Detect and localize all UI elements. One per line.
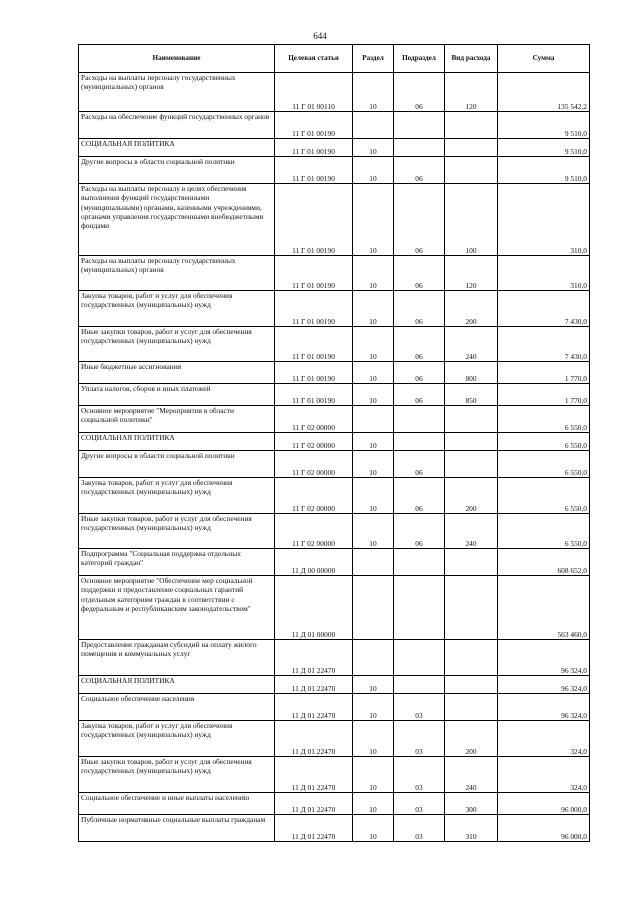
cell-subsection — [394, 640, 445, 676]
cell-name: Расходы на выплаты персоналу государственных (муниципальных) органов — [79, 256, 275, 291]
cell-code: 11 Д 00 00000 — [275, 549, 353, 576]
cell-name: СОЦИАЛЬНАЯ ПОЛИТИКА — [79, 139, 275, 157]
cell-type — [445, 640, 498, 676]
cell-subsection — [394, 112, 445, 139]
table-row — [79, 694, 590, 721]
cell-subsection: 03 — [394, 721, 445, 757]
cell-subsection: 06 — [394, 327, 445, 362]
cell-section: 10 — [353, 256, 394, 291]
cell-type — [445, 676, 498, 694]
cell-type: 850 — [445, 384, 498, 406]
table-row — [79, 576, 590, 640]
table-header-row — [79, 45, 590, 73]
cell-amount: 96 324,0 — [498, 694, 590, 721]
cell-code: 11 Г 01 00190 — [275, 139, 353, 157]
cell-amount: 7 430,0 — [498, 291, 590, 327]
cell-amount: 96 000,0 — [498, 793, 590, 815]
table-row — [79, 514, 590, 549]
cell-name: Расходы на выплаты персоналу государственных (муниципальных) органов — [79, 73, 275, 112]
table-row — [79, 433, 590, 451]
cell-subsection: 03 — [394, 815, 445, 842]
header-name: Наименование — [79, 45, 275, 73]
cell-code: 11 Г 02 00000 — [275, 433, 353, 451]
cell-type — [445, 406, 498, 433]
cell-section: 10 — [353, 478, 394, 514]
cell-code: 11 Г 01 00190 — [275, 157, 353, 184]
cell-code: 11 Г 01 00190 — [275, 256, 353, 291]
cell-section: 10 — [353, 694, 394, 721]
cell-type: 240 — [445, 757, 498, 793]
cell-subsection: 06 — [394, 256, 445, 291]
cell-type: 240 — [445, 327, 498, 362]
cell-code: 11 Д 01 22470 — [275, 757, 353, 793]
cell-name: Другие вопросы в области социальной политики — [79, 157, 275, 184]
table-row — [79, 451, 590, 478]
cell-name: Расходы на обеспечение функций государственных органов — [79, 112, 275, 139]
cell-subsection: 06 — [394, 73, 445, 112]
table-row — [79, 327, 590, 362]
cell-name: Закупка товаров, работ и услуг для обеспечения государственных (муниципальных) нужд — [79, 291, 275, 327]
cell-subsection: 06 — [394, 478, 445, 514]
cell-section — [353, 640, 394, 676]
cell-name: Социальное обеспечение населения — [79, 694, 275, 721]
cell-name: Закупка товаров, работ и услуг для обеспечения государственных (муниципальных) нужд — [79, 478, 275, 514]
cell-type — [445, 433, 498, 451]
cell-section: 10 — [353, 757, 394, 793]
cell-type: 100 — [445, 184, 498, 256]
cell-name: Уплата налогов, сборов и иных платежей — [79, 384, 275, 406]
header-type: Вид расхода — [445, 45, 498, 73]
cell-amount: 6 550,0 — [498, 514, 590, 549]
cell-code: 11 Г 01 00190 — [275, 291, 353, 327]
cell-name: Основное мероприятие "Мероприятия в области социальной политики" — [79, 406, 275, 433]
cell-code: 11 Г 01 00190 — [275, 327, 353, 362]
cell-code: 11 Д 01 22470 — [275, 694, 353, 721]
cell-section: 10 — [353, 721, 394, 757]
cell-type: 240 — [445, 514, 498, 549]
cell-name: Предоставление гражданам субсидий на оплату жилого помещения и коммунальных услуг — [79, 640, 275, 676]
cell-amount: 9 510,0 — [498, 157, 590, 184]
cell-section — [353, 576, 394, 640]
cell-subsection: 06 — [394, 291, 445, 327]
table-row — [79, 157, 590, 184]
cell-section: 10 — [353, 73, 394, 112]
cell-amount: 7 430,0 — [498, 327, 590, 362]
cell-type — [445, 694, 498, 721]
cell-code: 11 Д 01 22470 — [275, 793, 353, 815]
cell-name: Подпрограмма "Социальная поддержка отдельных категорий граждан" — [79, 549, 275, 576]
cell-section: 10 — [353, 384, 394, 406]
cell-subsection: 06 — [394, 184, 445, 256]
table-row — [79, 291, 590, 327]
table-row — [79, 815, 590, 842]
table-row — [79, 406, 590, 433]
cell-amount: 96 324,0 — [498, 676, 590, 694]
table-row — [79, 256, 590, 291]
cell-name: Иные закупки товаров, работ и услуг для обеспечения государственных (муниципальных) нужд — [79, 757, 275, 793]
cell-type — [445, 576, 498, 640]
cell-type — [445, 139, 498, 157]
cell-section: 10 — [353, 184, 394, 256]
cell-code: 11 Г 02 00000 — [275, 451, 353, 478]
table-row — [79, 640, 590, 676]
cell-type — [445, 112, 498, 139]
cell-type — [445, 451, 498, 478]
table-row — [79, 549, 590, 576]
cell-section: 10 — [353, 291, 394, 327]
cell-name: Социальное обеспечение и иные выплаты населению — [79, 793, 275, 815]
cell-section: 10 — [353, 139, 394, 157]
cell-section: 10 — [353, 433, 394, 451]
cell-amount: 96 000,0 — [498, 815, 590, 842]
cell-name: Основное мероприятие "Обеспечение мер социальной поддержки и предоставление социальных гарантий отдельным категориям граждан в соответствии с федеральным и республиканским законодательством" — [79, 576, 275, 640]
header-subsection: Подраздел — [394, 45, 445, 73]
cell-amount: 9 510,0 — [498, 112, 590, 139]
cell-section: 10 — [353, 327, 394, 362]
cell-subsection — [394, 139, 445, 157]
cell-amount: 6 550,0 — [498, 478, 590, 514]
cell-amount: 9 510,0 — [498, 139, 590, 157]
cell-amount: 96 324,0 — [498, 640, 590, 676]
cell-section: 10 — [353, 815, 394, 842]
table-row — [79, 384, 590, 406]
cell-amount: 6 550,0 — [498, 451, 590, 478]
cell-subsection: 06 — [394, 514, 445, 549]
cell-section — [353, 112, 394, 139]
cell-section: 10 — [353, 514, 394, 549]
cell-amount: 324,0 — [498, 721, 590, 757]
cell-code: 11 Г 01 00190 — [275, 184, 353, 256]
table-row — [79, 362, 590, 384]
cell-name: Публичные нормативные социальные выплаты гражданам — [79, 815, 275, 842]
budget-table — [78, 44, 590, 842]
cell-amount: 563 460,0 — [498, 576, 590, 640]
table-row — [79, 721, 590, 757]
cell-type: 200 — [445, 721, 498, 757]
cell-subsection: 06 — [394, 157, 445, 184]
cell-subsection: 03 — [394, 757, 445, 793]
header-amount: Сумма — [498, 45, 590, 73]
cell-code: 11 Г 01 00190 — [275, 362, 353, 384]
page-number: 644 — [313, 31, 327, 41]
cell-section: 10 — [353, 362, 394, 384]
cell-amount: 1 770,0 — [498, 362, 590, 384]
cell-subsection: 03 — [394, 694, 445, 721]
cell-subsection — [394, 406, 445, 433]
cell-amount: 324,0 — [498, 757, 590, 793]
cell-section — [353, 549, 394, 576]
cell-code: 11 Д 01 22470 — [275, 815, 353, 842]
cell-amount: 310,0 — [498, 184, 590, 256]
cell-subsection — [394, 549, 445, 576]
header-section: Раздел — [353, 45, 394, 73]
header-code: Целевая статья — [275, 45, 353, 73]
cell-amount: 135 542,2 — [498, 73, 590, 112]
cell-name: Иные закупки товаров, работ и услуг для обеспечения государственных (муниципальных) нужд — [79, 514, 275, 549]
table-row — [79, 184, 590, 256]
cell-code: 11 Г 02 00000 — [275, 406, 353, 433]
cell-amount: 608 652,0 — [498, 549, 590, 576]
cell-code: 11 Г 01 00190 — [275, 384, 353, 406]
cell-type: 200 — [445, 478, 498, 514]
cell-code: 11 Д 01 22470 — [275, 721, 353, 757]
cell-code: 11 Д 01 22470 — [275, 676, 353, 694]
cell-amount: 310,0 — [498, 256, 590, 291]
cell-name: Расходы на выплаты персоналу в целях обеспечения выполнения функций государственными (муниципальными) органами, казенными учреждениями, органами управления государственными внебюджетными фондами — [79, 184, 275, 256]
cell-name: СОЦИАЛЬНАЯ ПОЛИТИКА — [79, 676, 275, 694]
table-row — [79, 757, 590, 793]
table-row — [79, 139, 590, 157]
cell-code: 11 Г 01 00110 — [275, 73, 353, 112]
cell-name: СОЦИАЛЬНАЯ ПОЛИТИКА — [79, 433, 275, 451]
cell-type: 800 — [445, 362, 498, 384]
cell-subsection: 06 — [394, 451, 445, 478]
cell-type: 300 — [445, 793, 498, 815]
cell-type: 310 — [445, 815, 498, 842]
cell-subsection — [394, 576, 445, 640]
cell-section: 10 — [353, 157, 394, 184]
cell-code: 11 Г 01 00190 — [275, 112, 353, 139]
table-row — [79, 478, 590, 514]
cell-name: Закупка товаров, работ и услуг для обеспечения государственных (муниципальных) нужд — [79, 721, 275, 757]
cell-code: 11 Г 02 00000 — [275, 478, 353, 514]
table-row — [79, 676, 590, 694]
cell-amount: 6 550,0 — [498, 433, 590, 451]
cell-type — [445, 157, 498, 184]
cell-name: Иные бюджетные ассигнования — [79, 362, 275, 384]
table-row — [79, 73, 590, 112]
cell-amount: 6 550,0 — [498, 406, 590, 433]
cell-subsection: 06 — [394, 362, 445, 384]
cell-subsection — [394, 433, 445, 451]
cell-section: 10 — [353, 451, 394, 478]
cell-section: 10 — [353, 793, 394, 815]
cell-subsection: 06 — [394, 384, 445, 406]
cell-section — [353, 406, 394, 433]
cell-type: 120 — [445, 256, 498, 291]
table-row — [79, 112, 590, 139]
cell-type: 120 — [445, 73, 498, 112]
cell-type — [445, 549, 498, 576]
cell-code: 11 Д 01 00000 — [275, 576, 353, 640]
cell-name: Иные закупки товаров, работ и услуг для обеспечения государственных (муниципальных) нужд — [79, 327, 275, 362]
cell-subsection: 03 — [394, 793, 445, 815]
cell-code: 11 Г 02 00000 — [275, 514, 353, 549]
table-row — [79, 793, 590, 815]
cell-name: Другие вопросы в области социальной политики — [79, 451, 275, 478]
cell-section: 10 — [353, 676, 394, 694]
cell-code: 11 Д 01 22470 — [275, 640, 353, 676]
cell-amount: 1 770,0 — [498, 384, 590, 406]
cell-subsection — [394, 676, 445, 694]
cell-type: 200 — [445, 291, 498, 327]
